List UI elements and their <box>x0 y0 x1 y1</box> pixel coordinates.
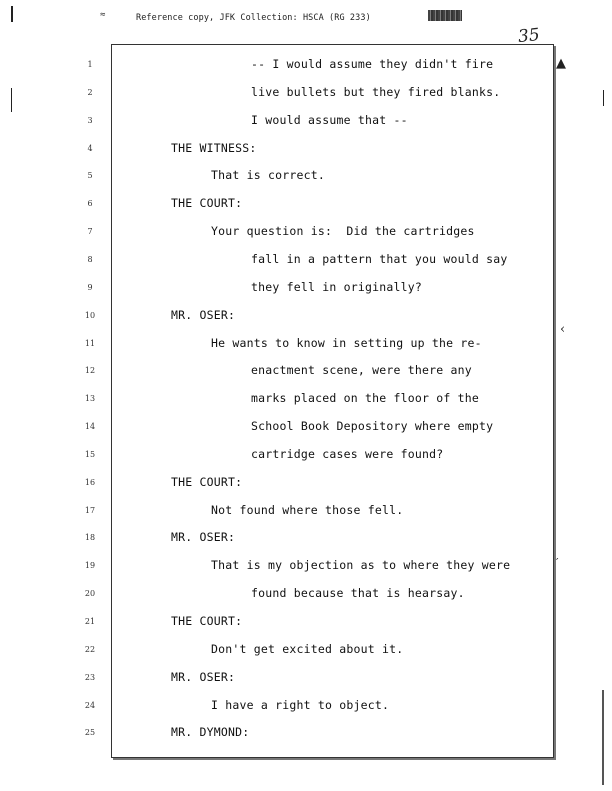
line-number: 7 <box>87 227 93 237</box>
transcript-line: Not found where those fell. <box>211 502 404 517</box>
line-number: 16 <box>84 477 96 487</box>
line-number: 8 <box>87 254 93 264</box>
corner-scribble: ≈ <box>100 10 106 20</box>
transcript-line: -- I would assume they didn't fire <box>251 57 494 71</box>
redaction-stamp-mark <box>428 10 462 21</box>
transcript-line: He wants to know in setting up the re- <box>211 335 482 350</box>
line-number: 15 <box>84 449 96 459</box>
line-number: 14 <box>84 422 96 432</box>
line-number: 22 <box>84 644 96 654</box>
transcript-line: Your question is: Did the cartridges <box>211 224 475 239</box>
transcript-line: That is correct. <box>211 168 325 183</box>
transcript-line: School Book Depository where empty <box>251 419 494 434</box>
line-number: 1 <box>87 60 93 69</box>
transcript-line: I would assume that -- <box>251 112 408 127</box>
transcript-line: fall in a pattern that you would say <box>251 251 508 266</box>
frame-shadow-bottom <box>113 758 556 760</box>
speaker-label: THE COURT: <box>171 474 243 489</box>
line-number: 11 <box>84 338 96 348</box>
transcript-line: found because that is hearsay. <box>251 586 465 601</box>
line-number: 18 <box>84 533 96 543</box>
collection-header: Reference copy, JFK Collection: HSCA (RG 233) <box>136 13 371 23</box>
transcript-line: cartridge cases were found? <box>251 446 444 461</box>
line-number: 5 <box>87 171 93 181</box>
speaker-label: THE WITNESS: <box>171 140 257 155</box>
line-number: 9 <box>87 282 93 292</box>
transcript-line: Don't get excited about it. <box>211 641 404 656</box>
line-number: 21 <box>84 617 96 626</box>
handwritten-page-number: 35 <box>517 24 541 48</box>
transcript-line: I have a right to object. <box>211 697 390 712</box>
line-number: 10 <box>84 310 96 320</box>
scan-mark-top-left <box>11 6 13 22</box>
right-margin-stroke: ′ <box>556 556 559 569</box>
line-number: 12 <box>84 366 96 376</box>
line-number: 2 <box>87 87 93 97</box>
right-margin-tick: ‹ <box>560 322 566 337</box>
speaker-label: MR. DYMOND: <box>171 725 250 740</box>
speaker-label: THE COURT: <box>171 196 243 211</box>
scan-mark-right-edge <box>603 90 604 106</box>
right-margin-mark: ▲ <box>556 56 566 71</box>
line-number: 24 <box>84 700 96 710</box>
line-number: 13 <box>84 394 96 404</box>
speaker-label: MR. OSER: <box>171 530 236 545</box>
scan-mark-left-edge <box>11 88 12 112</box>
speaker-label: THE COURT: <box>171 614 243 628</box>
line-number: 19 <box>84 561 96 571</box>
transcript-line: live bullets but they fired blanks. <box>251 84 501 99</box>
transcript-line: That is my objection as to where they were <box>211 558 511 573</box>
line-number: 20 <box>84 589 96 599</box>
speaker-label: MR. OSER: <box>171 307 236 322</box>
line-number: 17 <box>84 505 96 515</box>
transcript-line: marks placed on the floor of the <box>251 391 479 406</box>
frame-shadow-right <box>554 46 556 758</box>
line-number: 6 <box>87 199 93 209</box>
speaker-label: MR. OSER: <box>171 669 236 684</box>
line-number: 25 <box>84 728 96 738</box>
line-number: 4 <box>87 143 93 153</box>
transcript-line: they fell in originally? <box>251 279 422 294</box>
scan-mark-right-bottom <box>602 690 604 785</box>
line-number: 23 <box>84 672 96 682</box>
line-number: 3 <box>87 115 93 125</box>
transcript-line: enactment scene, were there any <box>251 363 472 378</box>
